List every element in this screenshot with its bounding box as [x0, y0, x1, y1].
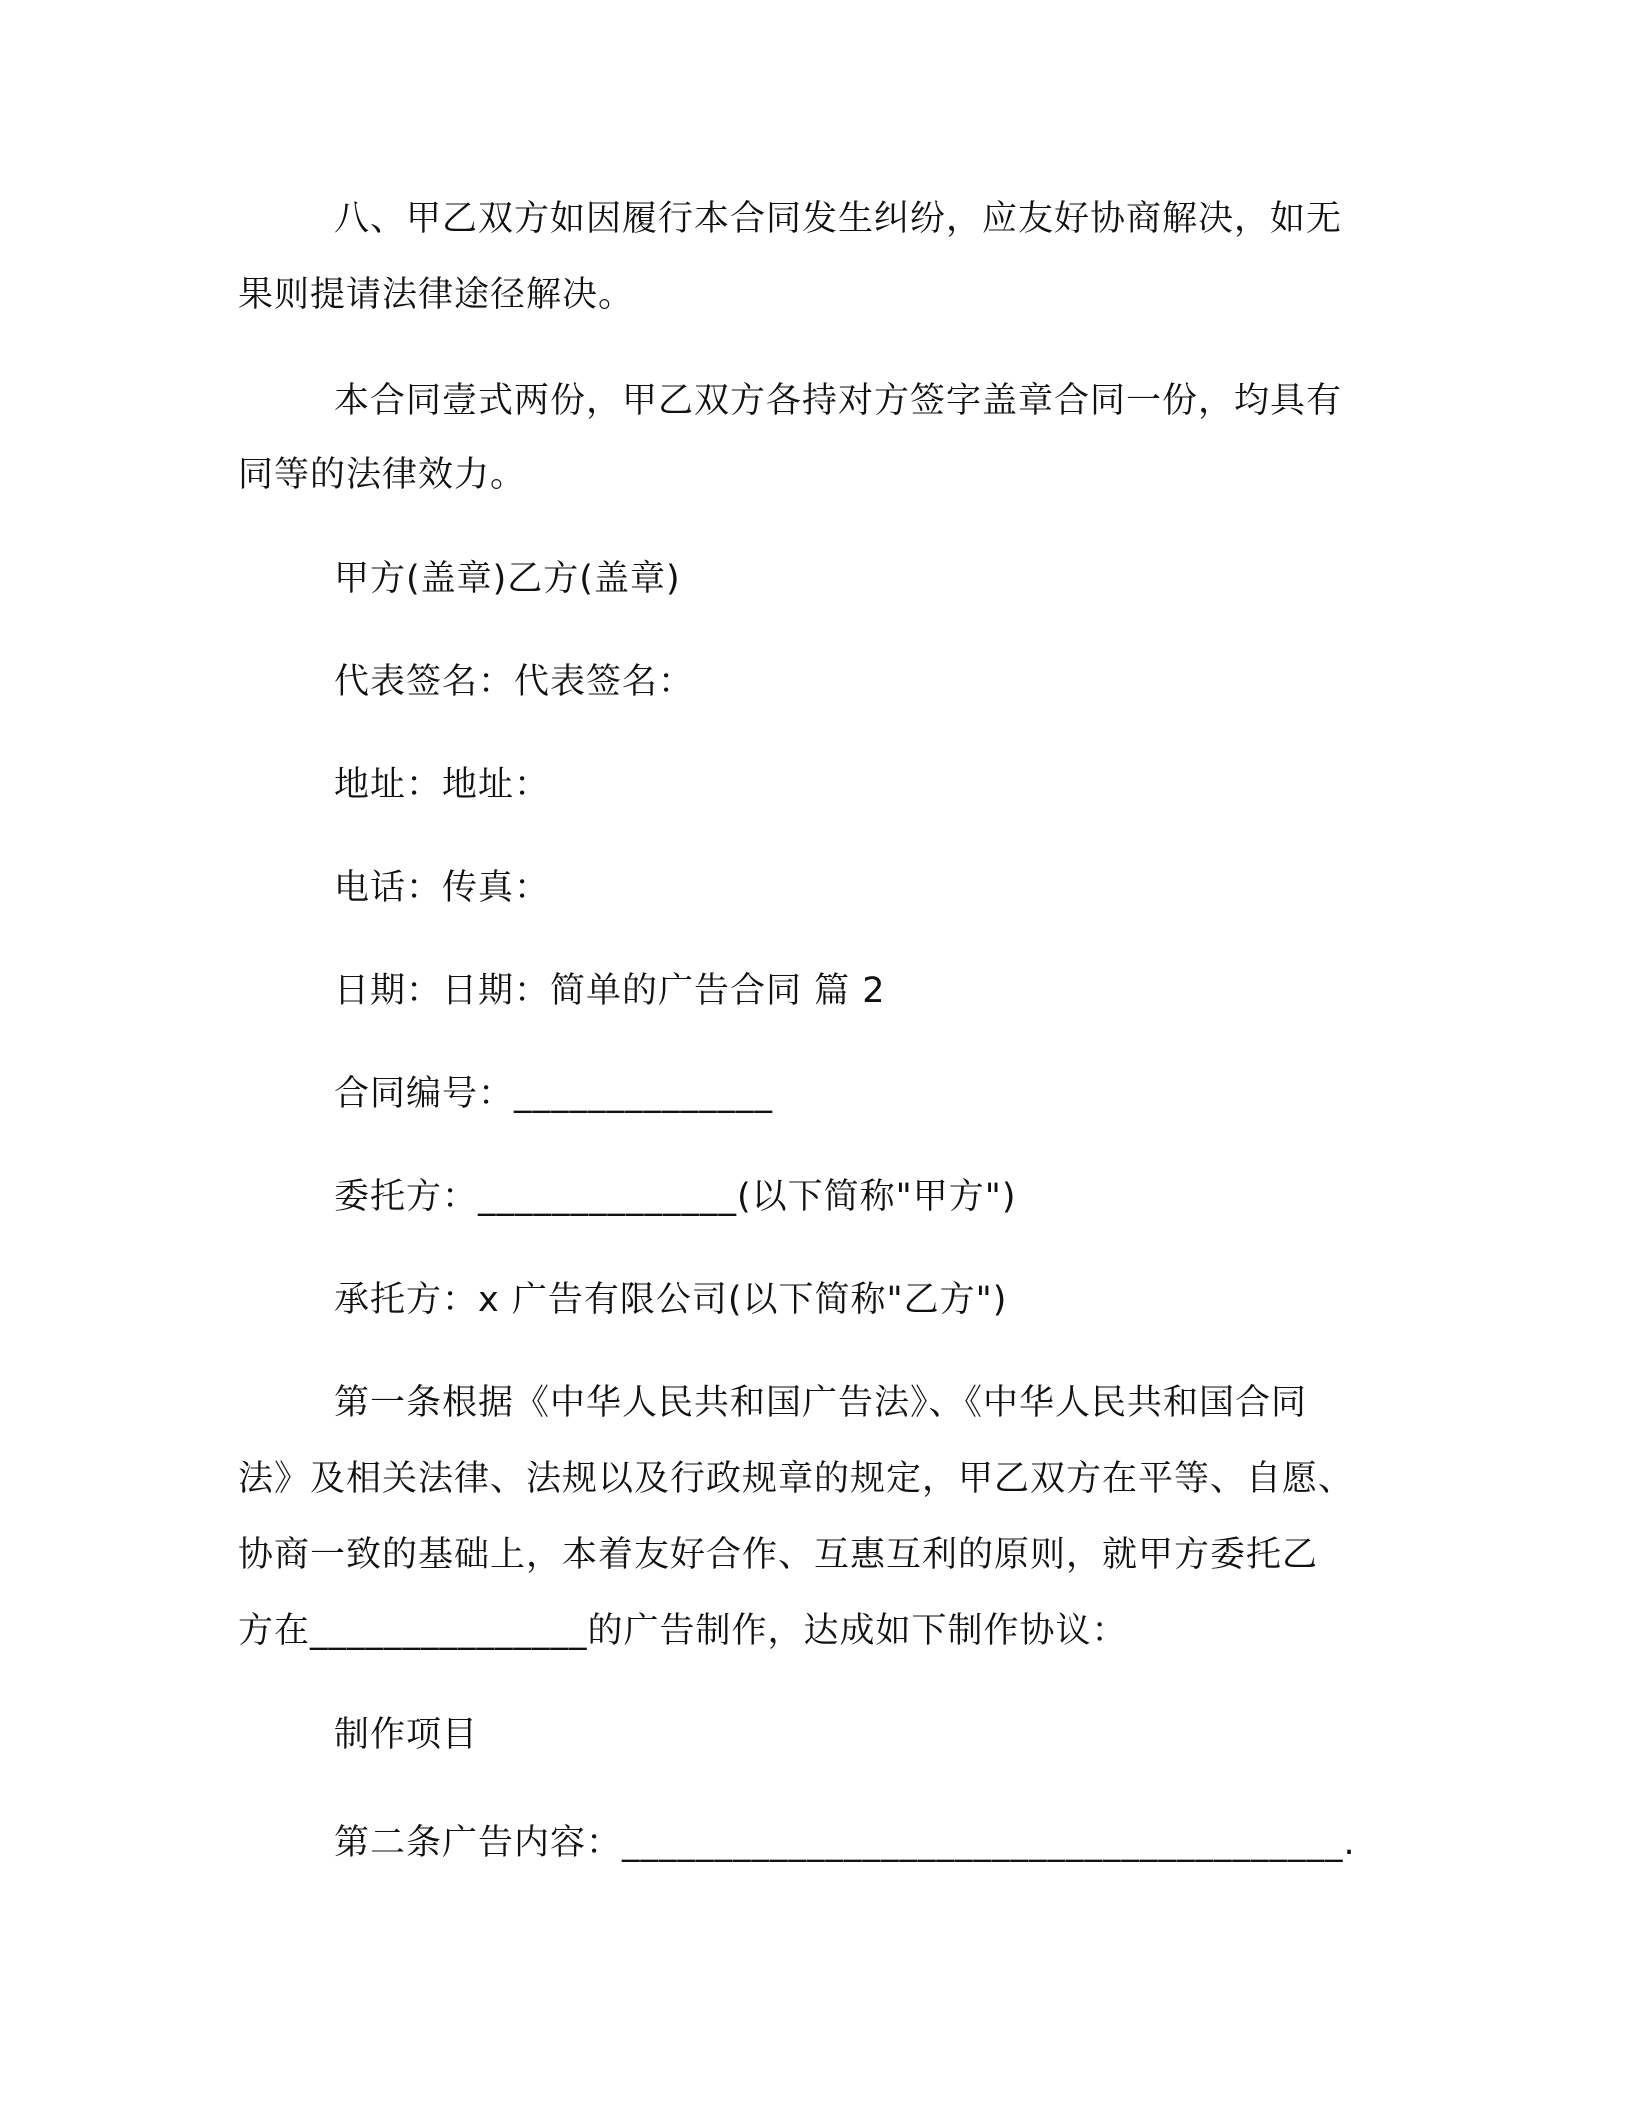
article-1-line-1: 第一条根据《中华人民共和国广告法》、《中华人民共和国合同 — [334, 1383, 1308, 1423]
contract-number-line: 合同编号：______________ — [334, 1074, 774, 1114]
client-line: 委托方：______________(以下简称"甲方") — [334, 1177, 1017, 1217]
production-items-heading: 制作项目 — [334, 1715, 479, 1755]
phone-fax-line: 电话：传真： — [334, 868, 551, 908]
article-1-line-4: 方在_______________的广告制作，达成如下制作协议： — [238, 1611, 1128, 1651]
paragraph-8-line-2: 果则提请法律途径解决。 — [238, 275, 635, 315]
article-1-line-3: 协商一致的基础上，本着友好合作、互惠互利的原则，就甲方委托乙 — [238, 1535, 1319, 1575]
seal-line: 甲方(盖章)乙方(盖章) — [334, 559, 681, 599]
copies-clause-line-2: 同等的法律效力。 — [238, 455, 527, 495]
address-line: 地址：地址： — [334, 765, 551, 805]
article-1-line-2: 法》及相关法律、法规以及行政规章的规定，甲乙双方在平等、自愿、 — [238, 1459, 1355, 1499]
signature-line: 代表签名：代表签名： — [334, 662, 695, 702]
paragraph-8-line-1: 八、甲乙双方如因履行本合同发生纠纷，应友好协商解决，如无 — [334, 199, 1343, 239]
date-line: 日期：日期：简单的广告合同 篇 2 — [334, 971, 886, 1011]
contractor-line: 承托方：x 广告有限公司(以下简称"乙方") — [334, 1280, 1008, 1320]
article-2-line: 第二条广告内容：_______________________________________. — [334, 1823, 1356, 1863]
copies-clause-line-1: 本合同壹式两份，甲乙双方各持对方签字盖章合同一份，均具有 — [334, 381, 1343, 421]
